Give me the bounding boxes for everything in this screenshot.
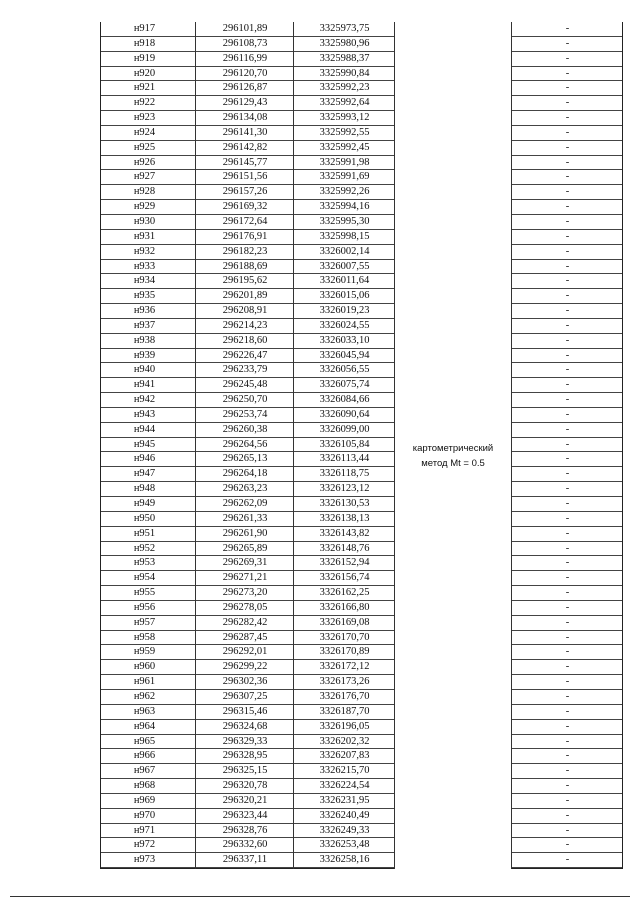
x-coordinate: 296282,42 [222,616,268,628]
x-coordinate: 296328,76 [222,824,268,836]
table-row [101,482,622,497]
point-id: н936 [133,305,156,317]
y-coordinate: 3326123,12 [319,483,370,495]
accuracy-cell: - [565,750,570,762]
y-coordinate: 3326253,48 [319,839,370,851]
x-coordinate: 296182,23 [222,245,268,257]
point-id: н953 [133,557,156,569]
table-row [101,22,622,37]
x-coordinate: 296324,68 [222,720,268,732]
y-coordinate: 3325973,75 [319,23,370,34]
point-id: н920 [133,67,156,79]
accuracy-cell: - [565,601,570,613]
accuracy-cell: - [565,201,570,213]
table-row [101,423,622,438]
table-row [101,512,622,527]
accuracy-cell: - [565,646,570,658]
accuracy-cell: - [565,661,570,673]
x-coordinate: 296261,33 [222,512,268,524]
y-coordinate: 3326152,94 [319,557,370,569]
accuracy-cell: - [565,557,570,569]
table-row [101,705,622,720]
accuracy-cell: - [565,379,570,391]
y-coordinate: 3326084,66 [319,394,370,406]
x-coordinate: 296264,18 [222,468,268,480]
table-row [101,735,622,750]
accuracy-cell: - [565,275,570,287]
table-row [101,349,622,364]
y-coordinate: 3325992,45 [319,141,370,153]
x-coordinate: 296129,43 [222,97,268,109]
table-row [101,319,622,334]
point-id: н937 [133,319,156,331]
point-id: н973 [133,854,156,866]
accuracy-cell: - [565,483,570,495]
y-coordinate: 3326118,75 [319,468,370,480]
x-coordinate: 296245,48 [222,379,268,391]
table-row [101,111,622,126]
table-row [101,497,622,512]
accuracy-cell: - [565,260,570,272]
point-id: н925 [133,141,156,153]
table-row [101,690,622,705]
point-id: н950 [133,512,156,524]
y-coordinate: 3325980,96 [319,37,370,49]
method-column [394,22,512,869]
point-id: н944 [133,423,156,435]
accuracy-cell: - [565,468,570,480]
accuracy-cell: - [565,809,570,821]
point-id: н952 [133,542,156,554]
table-row [101,571,622,586]
table-row [101,601,622,616]
point-id: н961 [133,676,156,688]
point-id: н922 [133,97,156,109]
point-id: н968 [133,780,156,792]
accuracy-cell: - [565,171,570,183]
accuracy-cell: - [565,572,570,584]
x-coordinate: 296169,32 [222,201,268,213]
point-id: н942 [133,394,156,406]
accuracy-cell: - [565,690,570,702]
table-row [101,289,622,304]
y-coordinate: 3326207,83 [319,750,370,762]
point-id: н949 [133,498,156,509]
accuracy-cell: - [565,230,570,242]
table-row [101,230,622,245]
x-coordinate: 296214,23 [222,319,268,331]
x-coordinate: 296151,56 [222,171,268,183]
y-coordinate: 3325995,30 [319,215,370,227]
x-coordinate: 296208,91 [222,305,268,317]
accuracy-cell: - [565,705,570,717]
y-coordinate: 3325991,69 [319,171,370,183]
x-coordinate: 296302,36 [222,676,268,688]
table-row [101,126,622,141]
point-id: н934 [133,275,156,287]
y-coordinate: 3325992,64 [319,97,370,109]
x-coordinate: 296250,70 [222,394,268,406]
accuracy-cell: - [565,23,570,34]
accuracy-cell: - [565,453,570,465]
x-coordinate: 296188,69 [222,260,268,272]
x-coordinate: 296292,01 [222,646,268,658]
y-coordinate: 3326056,55 [319,364,370,376]
x-coordinate: 296126,87 [222,82,268,94]
accuracy-cell: - [565,631,570,643]
y-coordinate: 3326130,53 [319,498,370,509]
x-coordinate: 296269,31 [222,557,268,569]
y-coordinate: 3326156,74 [319,572,370,584]
table-row [101,334,622,349]
x-coordinate: 296134,08 [222,112,268,124]
point-id: н971 [133,824,156,836]
x-coordinate: 296141,30 [222,126,268,138]
x-coordinate: 296265,13 [222,453,268,465]
point-id: н960 [133,661,156,673]
x-coordinate: 296101,89 [222,23,268,34]
table-row [101,215,622,230]
y-coordinate: 3326143,82 [319,527,370,539]
x-coordinate: 296226,47 [222,349,268,361]
x-coordinate: 296278,05 [222,601,268,613]
x-coordinate: 296315,46 [222,705,268,717]
x-coordinate: 296323,44 [222,809,268,821]
accuracy-cell: - [565,616,570,628]
table-row [101,853,622,868]
x-coordinate: 296329,33 [222,735,268,747]
x-coordinate: 296287,45 [222,631,268,643]
y-coordinate: 3326170,89 [319,646,370,658]
accuracy-cell: - [565,67,570,79]
table-row [101,200,622,215]
footer-rule [10,896,630,897]
accuracy-cell: - [565,498,570,509]
accuracy-cell: - [565,215,570,227]
table-row [101,779,622,794]
table-row [101,645,622,660]
point-id: н935 [133,290,156,302]
y-coordinate: 3326075,74 [319,379,370,391]
x-coordinate: 296332,60 [222,839,268,851]
point-id: н947 [133,468,156,480]
point-id: н928 [133,186,156,198]
accuracy-cell: - [565,245,570,257]
accuracy-cell: - [565,349,570,361]
point-id: н969 [133,794,156,806]
point-id: н917 [133,23,156,34]
table-row [101,185,622,200]
table-row [101,37,622,52]
table-row [101,838,622,853]
accuracy-cell: - [565,676,570,688]
y-coordinate: 3325992,55 [319,126,370,138]
y-coordinate: 3326007,55 [319,260,370,272]
y-coordinate: 3326024,55 [319,319,370,331]
point-id: н930 [133,215,156,227]
point-id: н954 [133,572,156,584]
table-row [101,749,622,764]
y-coordinate: 3326187,70 [319,705,370,717]
y-coordinate: 3325991,98 [319,156,370,168]
x-coordinate: 296195,62 [222,275,268,287]
x-coordinate: 296264,56 [222,438,268,450]
y-coordinate: 3326170,70 [319,631,370,643]
y-coordinate: 3326033,10 [319,334,370,346]
table-row [101,675,622,690]
point-id: н943 [133,408,156,420]
table-row [101,156,622,171]
x-coordinate: 296142,82 [222,141,268,153]
y-coordinate: 3326172,12 [319,661,370,673]
point-id: н921 [133,82,156,94]
x-coordinate: 296176,91 [222,230,268,242]
table-row [101,527,622,542]
y-coordinate: 3326019,23 [319,305,370,317]
column-divider [293,22,294,869]
table-row [101,467,622,482]
x-coordinate: 296307,25 [222,690,268,702]
point-id: н919 [133,52,156,64]
accuracy-cell: - [565,52,570,64]
y-coordinate: 3326045,94 [319,349,370,361]
table-row [101,631,622,646]
point-id: н926 [133,156,156,168]
y-coordinate: 3325990,84 [319,67,370,79]
accuracy-cell: - [565,141,570,153]
x-coordinate: 296218,60 [222,334,268,346]
table-row [101,438,622,453]
table-row [101,764,622,779]
table-row [101,378,622,393]
point-id: н963 [133,705,156,717]
y-coordinate: 3326215,70 [319,765,370,777]
point-id: н970 [133,809,156,821]
accuracy-cell: - [565,735,570,747]
point-id: н918 [133,37,156,49]
table-row [101,96,622,111]
y-coordinate: 3326166,80 [319,601,370,613]
accuracy-cell: - [565,97,570,109]
x-coordinate: 296262,09 [222,498,268,509]
table-row [101,586,622,601]
point-id: н951 [133,527,156,539]
x-coordinate: 296145,77 [222,156,268,168]
point-id: н939 [133,349,156,361]
x-coordinate: 296265,89 [222,542,268,554]
point-id: н955 [133,587,156,599]
x-coordinate: 296157,26 [222,186,268,198]
x-coordinate: 296328,95 [222,750,268,762]
point-id: н958 [133,631,156,643]
accuracy-cell: - [565,854,570,866]
point-id: н933 [133,260,156,272]
accuracy-cell: - [565,765,570,777]
point-id: н964 [133,720,156,732]
accuracy-cell: - [565,290,570,302]
accuracy-cell: - [565,824,570,836]
accuracy-cell: - [565,37,570,49]
accuracy-cell: - [565,112,570,124]
y-coordinate: 3326169,08 [319,616,370,628]
accuracy-cell: - [565,438,570,450]
point-id: н948 [133,483,156,495]
point-id: н938 [133,334,156,346]
y-coordinate: 3326202,32 [319,735,370,747]
x-coordinate: 296337,11 [222,854,268,866]
accuracy-cell: - [565,319,570,331]
accuracy-cell: - [565,780,570,792]
x-coordinate: 296320,78 [222,780,268,792]
table-row [101,809,622,824]
accuracy-cell: - [565,126,570,138]
accuracy-cell: - [565,839,570,851]
table-row [101,304,622,319]
y-coordinate: 3325993,12 [319,112,370,124]
table-row [101,67,622,82]
y-coordinate: 3325988,37 [319,52,370,64]
accuracy-cell: - [565,794,570,806]
accuracy-cell: - [565,423,570,435]
y-coordinate: 3326196,05 [319,720,370,732]
y-coordinate: 3326105,84 [319,438,370,450]
x-coordinate: 296271,21 [222,572,268,584]
y-coordinate: 3326011,64 [319,275,370,287]
point-id: н966 [133,750,156,762]
point-id: н941 [133,379,156,391]
accuracy-cell: - [565,334,570,346]
point-id: н967 [133,765,156,777]
y-coordinate: 3326099,00 [319,423,370,435]
y-coordinate: 3325992,23 [319,82,370,94]
point-id: н962 [133,690,156,702]
point-id: н959 [133,646,156,658]
table-row [101,452,622,467]
accuracy-cell: - [565,408,570,420]
point-id: н946 [133,453,156,465]
x-coordinate: 296172,64 [222,215,268,227]
x-coordinate: 296201,89 [222,290,268,302]
accuracy-cell: - [565,364,570,376]
point-id: н931 [133,230,156,242]
x-coordinate: 296299,22 [222,661,268,673]
y-coordinate: 3326138,13 [319,512,370,524]
point-id: н924 [133,126,156,138]
y-coordinate: 3326015,06 [319,290,370,302]
table-row [101,363,622,378]
y-coordinate: 3326162,25 [319,587,370,599]
y-coordinate: 3325998,15 [319,230,370,242]
y-coordinate: 3326002,14 [319,245,370,257]
y-coordinate: 3326224,54 [319,780,370,792]
method-label-line2: метод Mt = 0.5 [421,458,485,469]
x-coordinate: 296120,70 [222,67,268,79]
table-row [101,660,622,675]
x-coordinate: 296273,20 [222,587,268,599]
accuracy-cell: - [565,305,570,317]
accuracy-cell: - [565,587,570,599]
x-coordinate: 296116,99 [222,52,268,64]
table-row [101,81,622,96]
point-id: н972 [133,839,156,851]
accuracy-cell: - [565,720,570,732]
column-divider [195,22,196,869]
y-coordinate: 3326176,70 [319,690,370,702]
table-row [101,260,622,275]
x-coordinate: 296260,38 [222,423,268,435]
y-coordinate: 3326240,49 [319,809,370,821]
point-id: н940 [133,364,156,376]
point-id: н965 [133,735,156,747]
y-coordinate: 3326148,76 [319,542,370,554]
x-coordinate: 296233,79 [222,364,268,376]
table-row [101,274,622,289]
table-row [101,170,622,185]
table-row [101,824,622,839]
accuracy-cell: - [565,527,570,539]
table-row [101,542,622,557]
point-id: н945 [133,438,156,450]
point-id: н932 [133,245,156,257]
x-coordinate: 296320,21 [222,794,268,806]
accuracy-cell: - [565,82,570,94]
table-row [101,245,622,260]
y-coordinate: 3326249,33 [319,824,370,836]
y-coordinate: 3326258,16 [319,854,370,866]
accuracy-cell: - [565,186,570,198]
table-row [101,393,622,408]
table-row [101,616,622,631]
y-coordinate: 3326173,26 [319,676,370,688]
y-coordinate: 3325994,16 [319,201,370,213]
point-id: н929 [133,201,156,213]
x-coordinate: 296263,23 [222,483,268,495]
accuracy-cell: - [565,542,570,554]
table-row [101,720,622,735]
y-coordinate: 3326113,44 [319,453,370,465]
table-row [101,141,622,156]
y-coordinate: 3326090,64 [319,408,370,420]
accuracy-cell: - [565,512,570,524]
point-id: н956 [133,601,156,613]
table-row [101,408,622,423]
x-coordinate: 296261,90 [222,527,268,539]
table-row [101,52,622,67]
table-row [101,794,622,809]
x-coordinate: 296325,15 [222,765,268,777]
point-id: н927 [133,171,156,183]
accuracy-cell: - [565,394,570,406]
method-label-line1: картометрический [412,443,494,454]
y-coordinate: 3325992,26 [319,186,370,198]
coordinates-table [100,22,623,869]
point-id: н923 [133,112,156,124]
point-id: н957 [133,616,156,628]
x-coordinate: 296108,73 [222,37,268,49]
x-coordinate: 296253,74 [222,408,268,420]
table-row [101,556,622,571]
y-coordinate: 3326231,95 [319,794,370,806]
accuracy-cell: - [565,156,570,168]
